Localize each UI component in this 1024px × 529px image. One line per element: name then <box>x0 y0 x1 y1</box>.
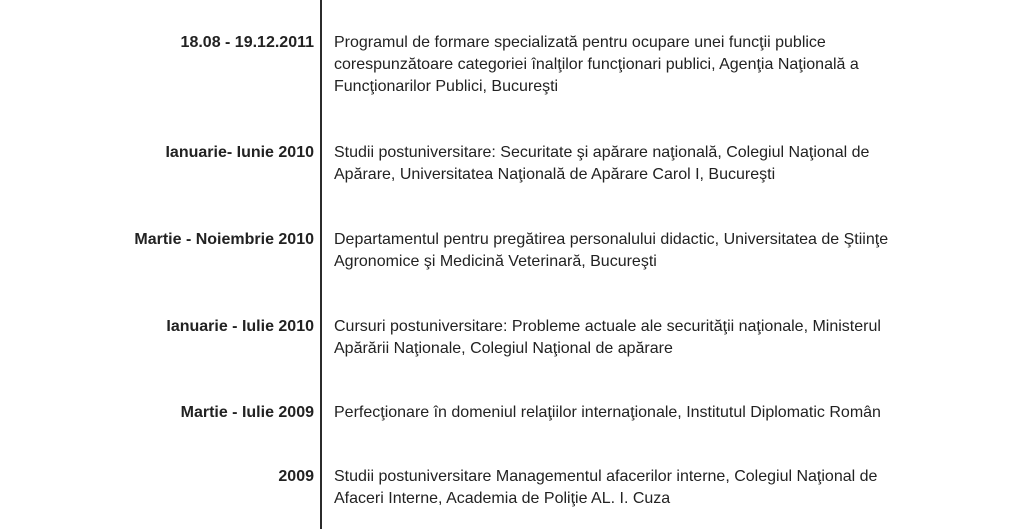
description-line: Funcţionarilor Publici, Bucureşti <box>334 78 559 95</box>
entry-description <box>334 142 974 186</box>
entry-description <box>334 316 974 360</box>
entry-date: Ianuarie- Iunie 2010 <box>165 144 314 161</box>
description-line: Cursuri postuniversitare: Probleme actuale ale securităţii naţionale, Ministerul <box>334 318 881 335</box>
description-line: corespunzătoare categoriei înalţilor funcţionari publici, Agenţia Naţională a <box>334 56 859 73</box>
entry-date: 18.08 - 19.12.2011 <box>180 34 314 51</box>
description-line: Programul de formare specializată pentru ocupare unei funcţii publice <box>334 34 826 51</box>
description-line: Apărării Naţionale, Colegiul Naţional de apărare <box>334 340 673 357</box>
entry-date: Martie - Noiembrie 2010 <box>134 231 314 248</box>
description-line: Agronomice şi Medicină Veterinară, Bucureşti <box>334 253 657 270</box>
entry-date: Martie - Iulie 2009 <box>180 404 314 421</box>
entry-description <box>334 229 974 273</box>
entry-date: 2009 <box>278 468 314 485</box>
entry-description <box>334 32 974 98</box>
entry-description <box>334 466 974 510</box>
entry-date: Ianuarie - Iulie 2010 <box>166 318 314 335</box>
description-line: Studii postuniversitare: Securitate şi apărare naţională, Colegiul Naţional de <box>334 144 870 161</box>
description-line: Afaceri Interne, Academia de Poliţie AL. I. Cuza <box>334 490 671 507</box>
timeline-divider <box>320 0 322 529</box>
entry-description <box>334 402 974 424</box>
description-line: Perfecţionare în domeniul relaţiilor internaţionale, Institutul Diplomatic Român <box>334 404 881 421</box>
description-line: Studii postuniversitare Managementul afacerilor interne, Colegiul Naţional de <box>334 468 878 485</box>
description-line: Departamentul pentru pregătirea personalului didactic, Universitatea de Ştiinţe <box>334 231 889 248</box>
description-line: Apărare, Universitatea Naţională de Apărare Carol I, Bucureşti <box>334 166 776 183</box>
